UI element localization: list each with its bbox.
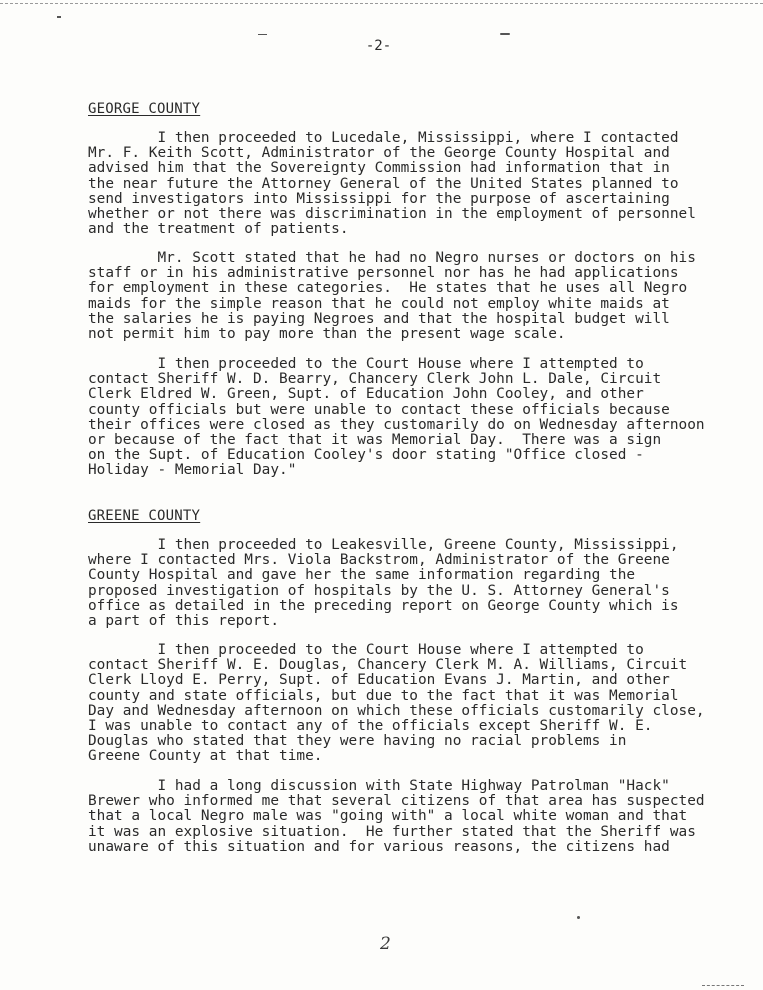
section-heading-greene-county: GREENE COUNTY (88, 508, 201, 524)
paragraph: I then proceeded to the Court House where I attempted to contact Sheriff W. D. Bearry, Chancery Clerk John L. Dale, Circuit Clerk Eldred W. Green, Supt. of Education John Cooley, and other county officials but were unable to contact these officials because their offices were closed as they customarily do on Wednesday afternoon or because of the fact that it was Memorial Day. There was a sign on the Supt. of Education Cooley's door stating "Office closed - Holiday - Memorial Day." (88, 356, 705, 479)
scan-speck (57, 16, 61, 18)
paragraph: I had a long discussion with State Highway Patrolman "Hack" Brewer who informed me that several citizens of that area has suspected that a local Negro male was "going with" a local white woman and that it was an explosive situation. He further stated that the Sheriff was unaware of this situation and for various reasons, the citizens had (88, 778, 705, 855)
paragraph: I then proceeded to Leakesville, Greene County, Mississippi, where I contacted Mrs. Viola Backstrom, Administrator of the Greene County Hospital and gave her the same information regarding the proposed investigation of hospitals by the U. S. Attorney General's office as detailed in the preceding report on George County which is a part of this report. (88, 537, 679, 630)
scan-speck (577, 916, 580, 919)
paragraph: I then proceeded to the Court House where I attempted to contact Sheriff W. E. Douglas, Chancery Clerk M. A. Williams, Circuit Clerk Lloyd E. Perry, Supt. of Education Evans J. Martin, and other county and state officials, but due to the fact that it was Memorial Day and Wednesday afternoon on which these officials customarily close, I was unable to contact any of the officials except Sheriff W. E. Douglas who stated that they were having no racial problems in Greene County at that time. (88, 642, 705, 765)
paragraph: I then proceeded to Lucedale, Mississippi, where I contacted Mr. F. Keith Scott, Administrator of the George County Hospital and advised him that the Sovereignty Commission had information that in the near future the Attorney General of the United States planned to send investigators into Mississippi for the purpose of ascertaining whether or not there was discrimination in the employment of personnel and the treatment of patients. (88, 130, 696, 238)
scan-speck (500, 33, 510, 35)
top-edge-rule (0, 3, 763, 4)
scan-speck (258, 34, 267, 35)
corner-edge-mark (702, 985, 744, 986)
page-number: -2- (365, 38, 392, 54)
paragraph: Mr. Scott stated that he had no Negro nurses or doctors on his staff or in his administrative personnel nor has he had applications for employment in these categories. He states that he uses all Negro maids for the simple reason that he could not employ white maids at the salaries he is paying Negroes and that the hospital budget will not permit him to pay more than the present wage scale. (88, 250, 696, 343)
handwritten-page-mark: 2 (380, 934, 391, 954)
section-heading-george-county: GEORGE COUNTY (88, 101, 201, 117)
